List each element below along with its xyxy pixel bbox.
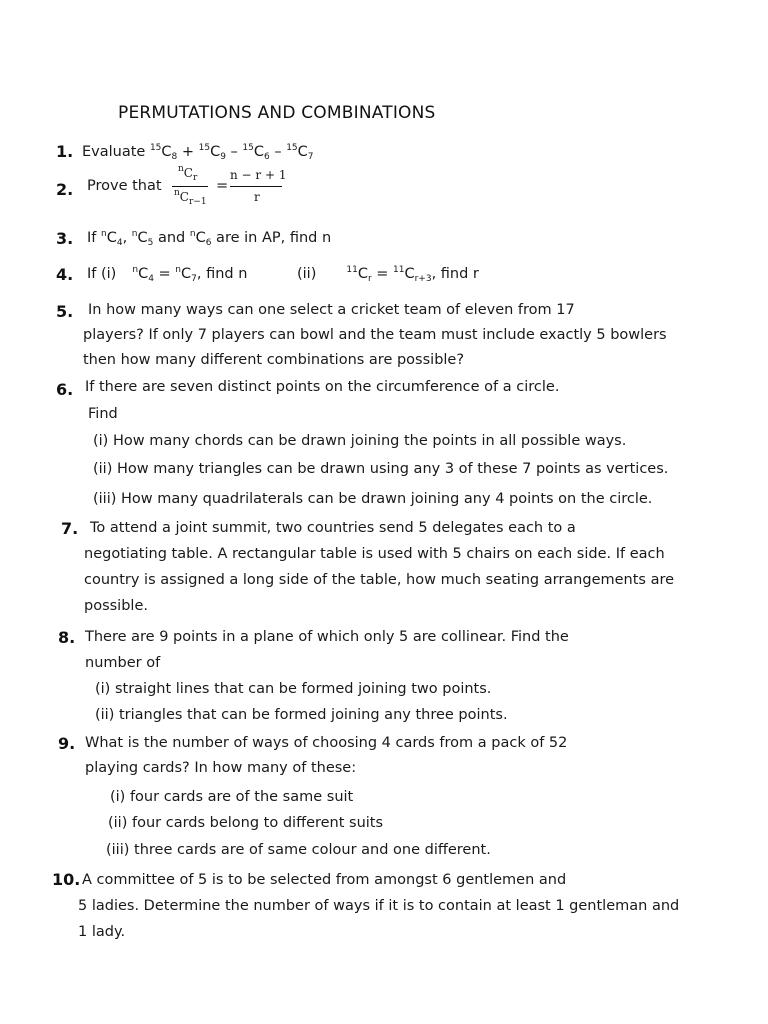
- fraction-bar: [230, 186, 282, 187]
- question-9-subpart: (ii) four cards belong to different suits: [108, 815, 384, 831]
- question-9-subpart: (i) four cards are of the same suit: [110, 789, 354, 805]
- equals-sign: =: [216, 178, 229, 194]
- question-6-subpart: (ii) How many triangles can be drawn using any 3 of these 7 points as vertices.: [93, 461, 669, 477]
- question-7-line: negotiating table. A rectangular table is used with 5 chairs on each side. If each: [84, 546, 665, 562]
- question-1-number: 1.: [56, 142, 74, 161]
- question-6-line: If there are seven distinct points on the circumference of a circle.: [85, 379, 560, 395]
- question-6-subpart: (iii) How many quadrilaterals can be drawn joining any 4 points on the circle.: [93, 491, 653, 507]
- fraction-ncr-over-ncr-1: $^nC_r$ $^nC_{r-1}$: [174, 164, 207, 207]
- question-2-lead: Prove that: [87, 178, 162, 194]
- question-9-number: 9.: [58, 734, 76, 753]
- question-5-line: then how many different combinations are possible?: [83, 352, 465, 368]
- question-5-line: In how many ways can one select a cricket team of eleven from 17: [88, 302, 575, 318]
- question-3-text: If $^nC_4$, $^nC_5$ and $^nC_6$ are in AP, find n: [87, 229, 332, 248]
- question-9-subpart: (iii) three cards are of same colour and one different.: [106, 842, 491, 858]
- question-7-line: country is assigned a long side of the table, how much seating arrangements are: [84, 572, 675, 588]
- question-9-line: What is the number of ways of choosing 4 cards from a pack of 52: [85, 735, 568, 751]
- question-4-part-i: If (i) $^nC_4 = ^nC_7$, find n: [87, 265, 248, 284]
- question-1-text: Evaluate $^{15}C_8 + ^{15}C_9 - ^{15}C_6 - ^{15}C_7$: [82, 143, 314, 162]
- question-10-line: A committee of 5 is to be selected from amongst 6 gentlemen and: [82, 872, 567, 888]
- question-6-subpart: (i) How many chords can be drawn joining the points in all possible ways.: [93, 433, 627, 449]
- fraction-bar: [172, 186, 208, 187]
- question-2-number: 2.: [56, 180, 74, 199]
- question-8-number: 8.: [58, 628, 76, 647]
- fraction-n-r-1-over-r: n − r + 1 r: [230, 168, 287, 204]
- question-8-line: There are 9 points in a plane of which only 5 are collinear. Find the: [85, 629, 569, 645]
- question-7-line: To attend a joint summit, two countries send 5 delegates each to a: [90, 520, 576, 536]
- question-10-line: 1 lady.: [78, 924, 126, 940]
- question-8-subpart: (ii) triangles that can be formed joining any three points.: [95, 707, 508, 723]
- question-7-number: 7.: [61, 519, 79, 538]
- question-4-number: 4.: [56, 265, 74, 284]
- question-7-line: possible.: [84, 598, 148, 614]
- question-10-number: 10.: [52, 870, 81, 889]
- question-5-line: players? If only 7 players can bowl and the team must include exactly 5 bowlers: [83, 327, 667, 343]
- question-10-line: 5 ladies. Determine the number of ways if it is to contain at least 1 gentleman and: [78, 898, 680, 914]
- question-8-subpart: (i) straight lines that can be formed joining two points.: [95, 681, 492, 697]
- question-3-number: 3.: [56, 229, 74, 248]
- question-9-line: playing cards? In how many of these:: [85, 760, 357, 776]
- question-6-line: Find: [88, 406, 118, 422]
- question-8-line: number of: [85, 655, 161, 671]
- question-5-number: 5.: [56, 302, 74, 321]
- page-title: PERMUTATIONS AND COMBINATIONS: [118, 103, 436, 123]
- question-6-number: 6.: [56, 380, 74, 399]
- question-4-part-ii: (ii) $^{11}C_r = ^{11}C_{r+3}$, find r: [297, 265, 479, 284]
